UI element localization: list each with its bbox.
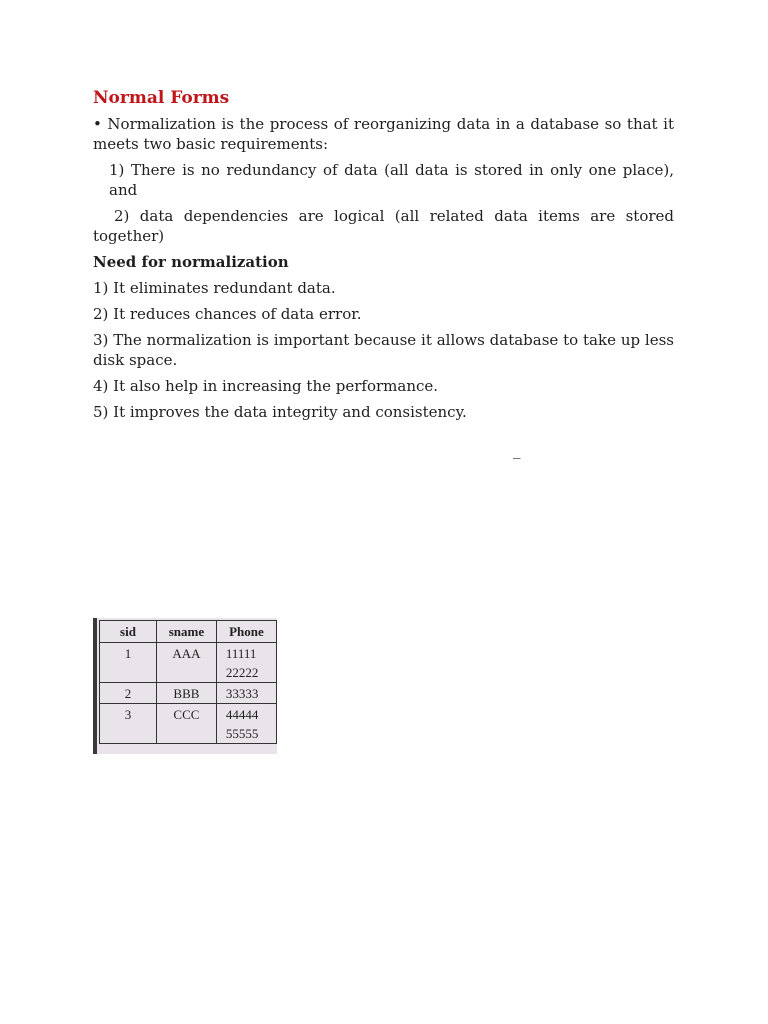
document-body: [93, 86, 674, 428]
phone-value: 55555: [225, 726, 259, 741]
intro-paragraph: • Normalization is the process of reorganizing data in a database so that it meets two basic requirements:: [93, 115, 674, 153]
cell-sid: 2: [100, 683, 157, 704]
student-table: [99, 620, 277, 744]
cell-sname: BBB: [157, 683, 217, 704]
point-3: 3) The normalization is important because it allows database to take up less disk space.: [93, 331, 674, 369]
cell-phone: [216, 704, 276, 744]
table-row: [100, 643, 277, 683]
cell-sid: 3: [100, 704, 157, 744]
cell-sname: CCC: [157, 704, 217, 744]
point-1: 1) It eliminates redundant data.: [93, 279, 336, 297]
section-heading: Normal Forms: [93, 88, 230, 108]
phone-value: 22222: [225, 665, 259, 680]
table-row: [100, 683, 277, 704]
requirement-2: 2) data dependencies are logical (all related data items are stored together): [93, 207, 674, 245]
table-header-row: [100, 621, 277, 643]
point-5: 5) It improves the data integrity and consistency.: [93, 403, 467, 421]
header-sname: sname: [157, 621, 217, 643]
header-phone: Phone: [216, 621, 276, 643]
table-image: [93, 618, 277, 754]
phone-value: 11111: [225, 646, 257, 661]
need-heading: Need for normalization: [93, 253, 289, 271]
cell-phone: [216, 683, 276, 704]
phone-value: 33333: [225, 686, 259, 701]
cell-phone: [216, 643, 276, 683]
stray-mark: _: [513, 441, 521, 459]
phone-value: 44444: [225, 707, 259, 722]
point-2: 2) It reduces chances of data error.: [93, 305, 362, 323]
cell-sname: AAA: [157, 643, 217, 683]
point-4: 4) It also help in increasing the performance.: [93, 377, 439, 395]
table-row: [100, 704, 277, 744]
cell-sid: 1: [100, 643, 157, 683]
header-sid: sid: [100, 621, 157, 643]
requirement-1: 1) There is no redundancy of data (all data is stored in only one place), and: [109, 161, 674, 199]
